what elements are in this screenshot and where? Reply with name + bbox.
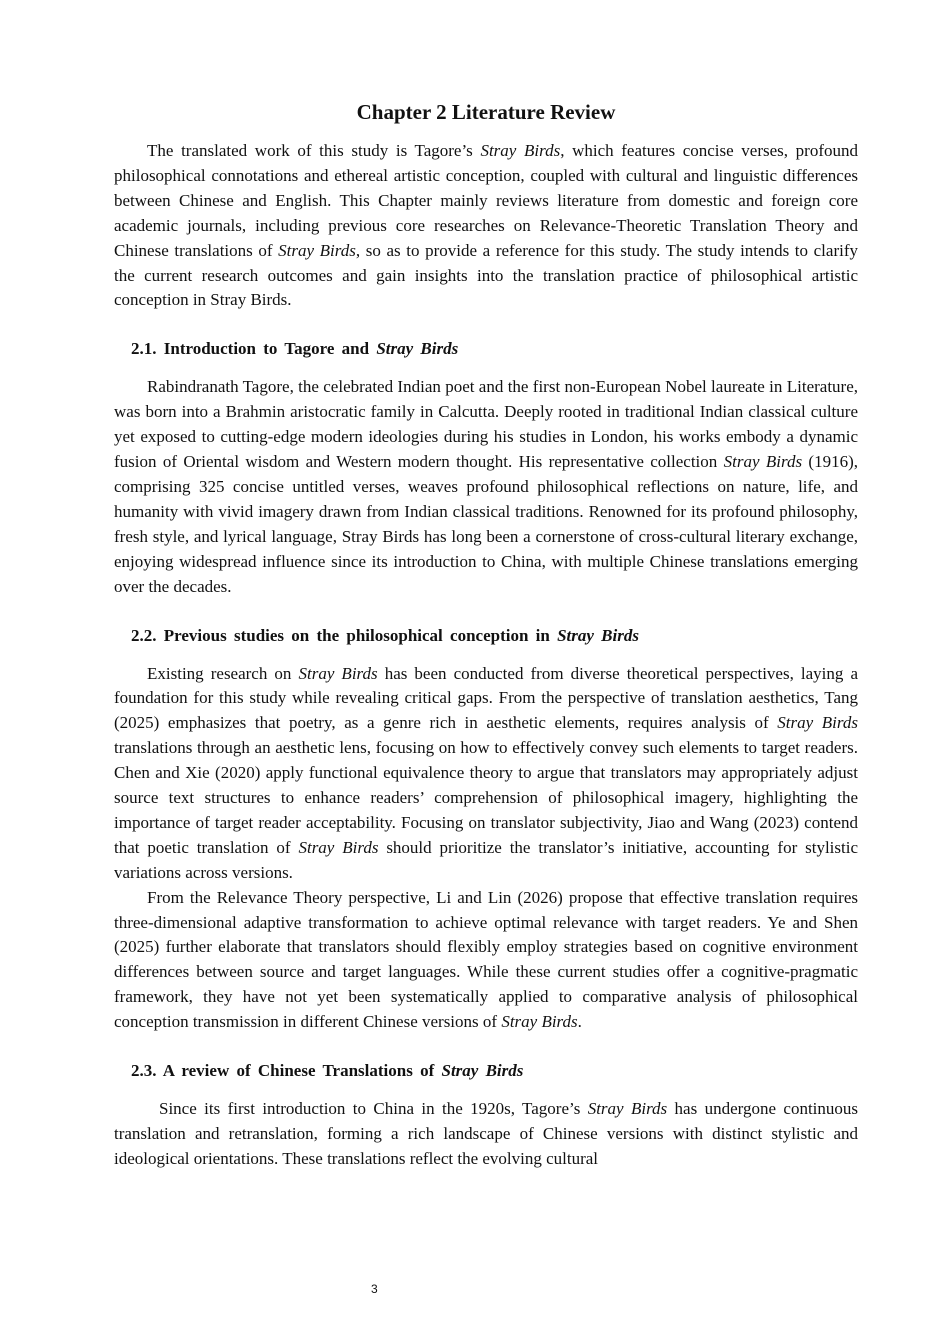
italic-title: Stray Birds [278,240,356,260]
section-2-2-paragraph-1: Existing research on Stray Birds has been conducted from diverse theoretical perspectives, laying a foundation for this study while revealing critical gaps. From the perspective of translation aesthetics, Tang (2025) emphasizes that poetry, as a genre rich in aesthetic elements, requires analysis of Stray Birds translations through an aesthetic lens, focusing on how to effectively convey such elements to target readers. Chen and Xie (2020) apply functional equivalence theory to argue that translators may appropriately adjust source text structures to enhance readers’ comprehension of philosophical imagery, highlighting the importance of target reader acceptability. Focusing on translator subjectivity, Jiao and Wang (2023) contend that poetic translation of Stray Birds should prioritize the translator’s initiative, accounting for stylistic variations across versions. [114,663,859,882]
section-title-2-1: 2.1. Introduction to Tagore and Stray Birds [131,339,459,359]
section-title-2-3: 2.3. A review of Chinese Translations of Stray Birds [131,1061,524,1081]
section-2-3-paragraph: Since its first introduction to China in the 1920s, Tagore’s Stray Birds has undergone continuous translation and retranslation, forming a rich landscape of Chinese versions with distinct stylistic and ideological orientations. These translations reflect the evolving cultural [114,1099,859,1168]
section-title-2-2: 2.2. Previous studies on the philosophical conception in Stray Birds [131,625,639,645]
chapter-title: Chapter 2 Literature Review [356,100,616,124]
italic-title: Stray Birds [480,141,561,160]
page-number: 3 [371,1282,378,1296]
italic-title: Stray Birds [723,452,803,472]
section-2-1-paragraph: Rabindranath Tagore, the celebrated Indian poet and the first non-European Nobel laureate in Literature, was born into a Brahmin aristocratic family in Calcutta. Deeply rooted in traditional Indian classical culture yet exposed to cutting-edge modern ideologies during his studies in London, his works embody a dynamic fusion of Oriental wisdom and Western modern thought. His representative collection Stray Birds (1916), comprising 325 concise untitled verses, weaves profound philosophical reflections on nature, life, and humanity with vivid imagery drawn from Indian classical traditions. Renowned for its profound philosophy, fresh style, and lyrical language, Stray Birds has long been a cornerstone of cross-cultural literary exchange, enjoying widespread influence since its introduction to China, with multiple Chinese translations emerging over the decades. [114,377,858,596]
intro-paragraph: The translated work of this study is Tagore’s Stray Birds, which features concise verses, profound philosophical connotations and ethereal artistic conception, coupled with cultural and linguistic differences between Chinese and English. This Chapter mainly reviews literature from domestic and foreign core academic journals, including previous core researches on Relevance-Theoretic Translation Theory and Chinese translations of Stray Birds, so as to provide a reference for this study. The study intends to clarify the current research outcomes and gain insights into the translation practice of philosophical artistic conception in Stray Birds. [114,141,859,310]
italic-title: Stray Birds [501,1012,578,1032]
italic-title: Stray Birds [587,1099,668,1119]
italic-title: Stray Birds [777,713,859,733]
italic-title: Stray Birds [298,663,378,683]
section-2-2-paragraph-2: From the Relevance Theory perspective, Li and Lin (2026) propose that effective translation requires three-dimensional adaptive transformation to achieve optimal relevance with target readers. Ye and Shen (2025) further elaborate that translators should flexibly employ strategies based on cognitive environment differences between source and target languages. While these current studies offer a cognitive-pragmatic framework, they have not yet been systematically applied to comparative analysis of philosophical conception transmission in different Chinese versions of Stray Birds. [114,887,858,1032]
document-page [114,100,858,1172]
italic-title: Stray Birds [298,837,379,857]
